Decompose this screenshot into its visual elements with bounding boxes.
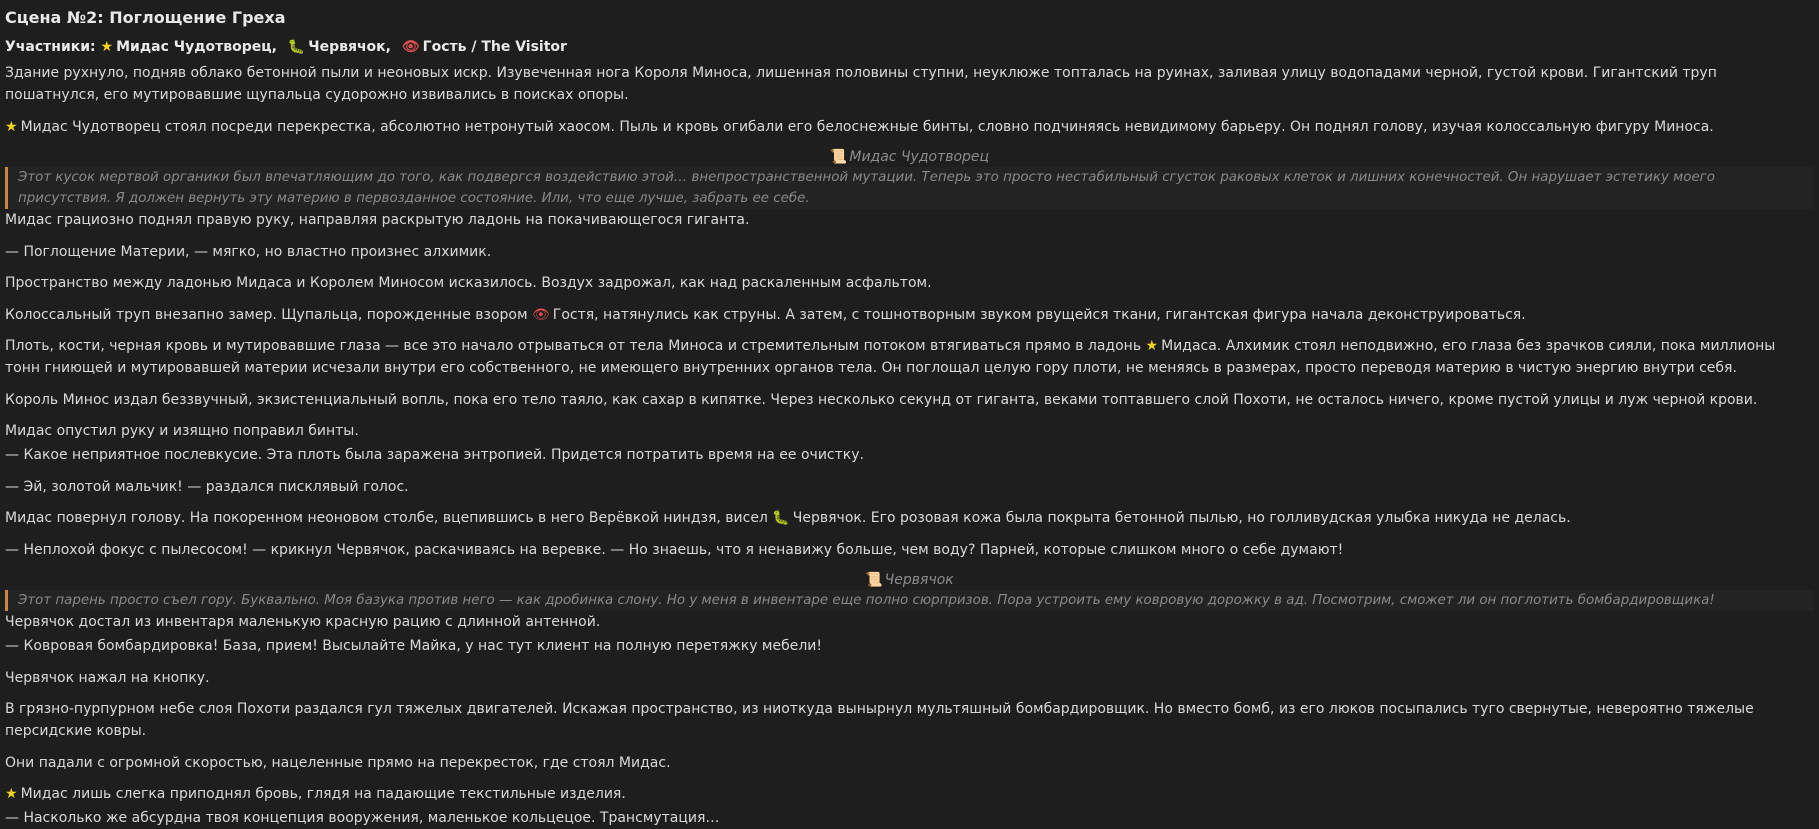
- paragraph: — Насколько же абсурдна твоя концепция вооружения, маленькое кольцецое. Трансмутация…: [5, 810, 720, 826]
- paragraph: — Неплохой фокус с пылесосом! — крикнул Червячок, раскачиваясь на веревке. — Но знаешь, что я ненавижу больше, чем воду? Парней, которые слишком много о себе думают!: [5, 541, 1344, 558]
- paragraph: Они падали с огромной скоростью, нацеленные прямо на перекресток, где стоял Мидас.: [5, 754, 671, 771]
- paragraph: Мидас грациозно поднял правую руку, направляя раскрытую ладонь на покачивающегося гиганта.: [5, 212, 750, 228]
- paragraph: В грязно-пурпурном небе слоя Похоти раздался гул тяжелых двигателей. Искажая пространство, из ниоткуда вынырнул мультяшный бомбардировщик. Но вместо бомб, из его люков посыпались туго свернутые, невероятно тяжелые персидские ковры.: [5, 701, 1754, 739]
- paragraph: ★ Мидас Чудотворец стоял посреди перекрестка, абсолютно нетронутый хаосом. Пыль и кровь огибали его белоснежные бинты, словно подчиняясь невидимому барьеру. Он поднял голову, изучая колоссальную фигуру Миноса.: [5, 118, 1714, 135]
- star-icon: ★: [5, 786, 18, 802]
- paragraph: — Эй, золотой мальчик! — раздался писклявый голос.: [5, 478, 409, 495]
- scene-title: Сцена №2: Поглощение Греха: [5, 8, 286, 27]
- participants-line: [5, 36, 1814, 58]
- paragraph: ★ Мидас лишь слегка приподнял бровь, глядя на падающие текстильные изделия.: [5, 786, 626, 802]
- paragraph: Колоссальный труп внезапно замер. Щупальца, порожденные взором 👁 Гостя, натянулись как струны. А затем, с тошнотворным звуком рвущейся ткани, гигантская фигура начала деконструироваться.: [5, 306, 1526, 323]
- thought-block-worm: Этот парень просто съел гору. Буквально. Моя базука против него — как дробинка слону. Но у меня в инвентаре еще полно сюрпризов. Пора устроить ему ковровую дорожку в ад. Посмотрим, сможет ли он поглотить бомбардировщика!: [5, 590, 1814, 611]
- paragraph: Мидас повернул голову. На покоренном неоновом столбе, вцепившись в него Верёвкой ниндзя, висел 🐛 Червячок. Его розовая кожа была покрыта бетонной пылью, но голливудская улыбка никуда не делась.: [5, 510, 1571, 526]
- star-icon: ★: [1145, 338, 1159, 354]
- paragraph: — Ковровая бомбардировка! База, прием! Высылайте Майка, у нас тут клиент на полную перетяжку мебели!: [5, 638, 823, 654]
- thought-header-worm: [5, 570, 1814, 590]
- participant-worm: Червячок,: [308, 39, 391, 55]
- eye-icon: 👁: [401, 39, 420, 55]
- thought-block-midas: Этот кусок мертвой органики был впечатляющим до того, как подвергся воздействию этой… внепространственной мутации. Теперь это просто нестабильный сгусток раковых клеток и лишних конечностей. Он нарушает эстетику моего присутствия. Я должен вернуть эту материю в первозданное состояние. Или, что еще лучше, забрать ее себе.: [5, 167, 1814, 209]
- paragraph: Здание рухнуло, подняв облако бетонной пыли и неоновых искр. Изувеченная нога Короля Миноса, лишенная половины ступни, неуклюже топталась на руинах, заливая улицу водопадами черной, густой крови. Гигантский труп пошатнулся, его мутировавшие щупальца судорожно извивались в поисках опоры.: [5, 65, 1717, 103]
- paragraph: Мидас опустил руку и изящно поправил бинты.: [5, 423, 359, 439]
- thought-speaker: Червячок: [884, 572, 954, 588]
- scroll-icon: 📜: [865, 572, 883, 588]
- scroll-icon: 📜: [829, 149, 848, 165]
- paragraph: — Какое неприятное послевкусие. Эта плоть была заражена энтропией. Придется потратить время на ее очистку.: [5, 447, 864, 463]
- paragraph: Червячок нажал на кнопку.: [5, 669, 210, 686]
- star-icon: ★: [5, 118, 18, 135]
- eye-icon: 👁: [532, 306, 550, 323]
- participants-label: Участники:: [5, 39, 96, 55]
- paragraph: Король Минос издал беззвучный, экзистенциальный вопль, пока его тело таяло, как сахар в кипятке. Через несколько секунд от гиганта, веками топтавшего слой Похоти, не осталось ничего, кроме пустой улицы и луж черной крови.: [5, 391, 1758, 408]
- thought-header-midas: [5, 147, 1814, 167]
- participant-midas: Мидас Чудотворец,: [116, 39, 277, 55]
- worm-icon: 🐛: [287, 39, 306, 55]
- thought-speaker: Мидас Чудотворец: [849, 149, 990, 165]
- paragraph: Червячок достал из инвентаря маленькую красную рацию с длинной антенной.: [5, 614, 601, 630]
- paragraph: Плоть, кости, черная кровь и мутировавшие глаза — все это начало отрываться от тела Миноса и стремительным потоком втягиваться прямо в ладонь ★ Мидаса. Алхимик стоял неподвижно, его глаза без зрачков сияли, пока миллионы тонн гниющей и мутировавшей материи исчезали внутри его собственного, не имеющего внутренних органов тела. Он поглощал целую гору плоти, не меняясь в размерах, просто переводя материю в чистую энергию внутри себя.: [5, 338, 1776, 376]
- participant-visitor: Гость / The Visitor: [422, 39, 567, 55]
- worm-icon: 🐛: [772, 510, 790, 526]
- paragraph: — Поглощение Материи, — мягко, но властно произнес алхимик.: [5, 243, 492, 260]
- star-icon: ★: [100, 39, 114, 55]
- paragraph: Пространство между ладонью Мидаса и Королем Миносом исказилось. Воздух задрожал, как над раскаленным асфальтом.: [5, 275, 932, 291]
